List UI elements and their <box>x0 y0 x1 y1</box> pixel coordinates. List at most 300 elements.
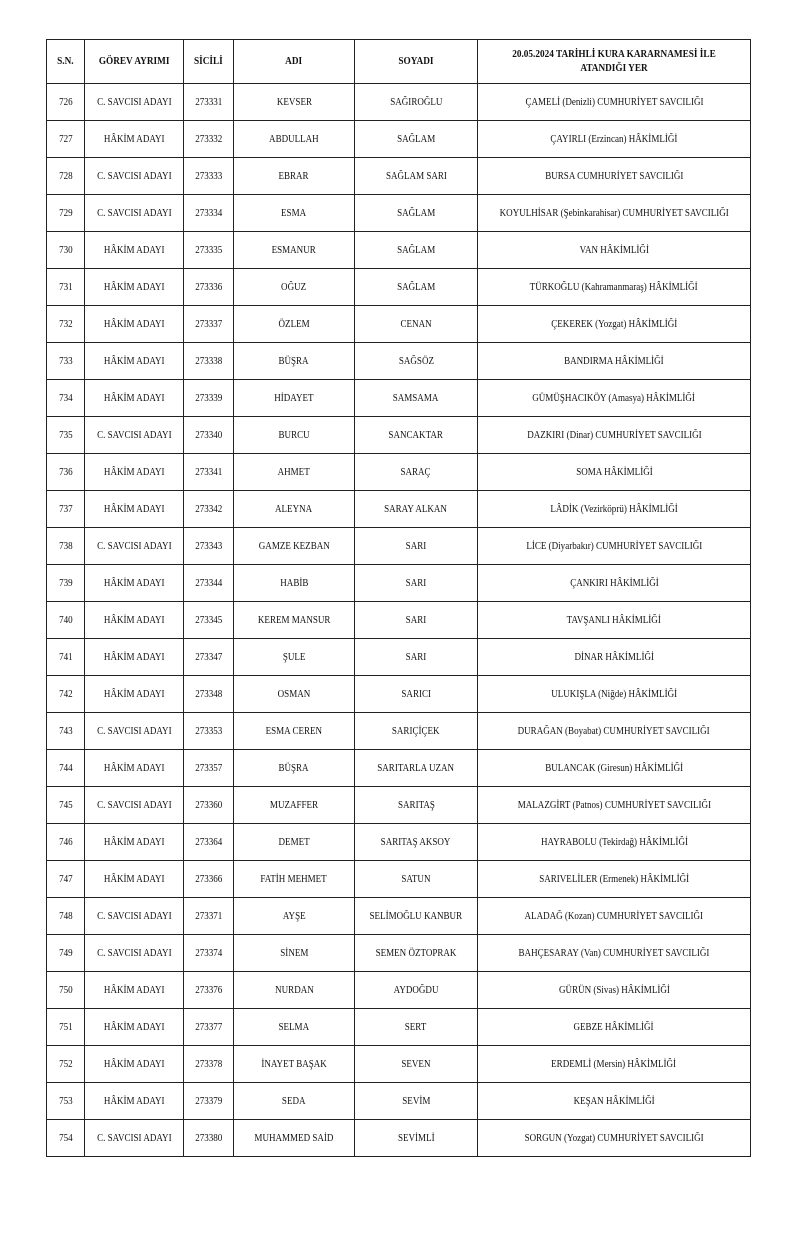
cell-text: 273366 <box>194 873 223 885</box>
cell-gorev <box>85 713 184 750</box>
cell-text: SAĞLAM <box>396 133 436 145</box>
cell-yer <box>478 1120 751 1157</box>
table-row <box>47 787 751 824</box>
cell-text: BULANCAK (Giresun) HÂKİMLİĞİ <box>545 762 683 774</box>
cell-sn <box>47 84 85 121</box>
cell-gorev <box>85 861 184 898</box>
cell-text: 730 <box>58 244 73 256</box>
cell-sicil <box>184 602 234 639</box>
cell-sn <box>47 750 85 787</box>
cell-text: 740 <box>58 614 73 626</box>
cell-text: C. SAVCISI ADAYI <box>96 207 172 219</box>
cell-sicil <box>184 565 234 602</box>
cell-sn <box>47 158 85 195</box>
cell-text: TAVŞANLI HÂKİMLİĞİ <box>566 614 662 626</box>
cell-sn <box>47 454 85 491</box>
cell-text: 273371 <box>194 910 223 922</box>
cell-text: 273357 <box>194 762 223 774</box>
table-row <box>47 84 751 121</box>
header-row <box>47 40 751 84</box>
cell-text: 752 <box>58 1058 73 1070</box>
cell-sn <box>47 898 85 935</box>
cell-sn <box>47 343 85 380</box>
cell-soyadi <box>355 676 478 713</box>
cell-text: 754 <box>58 1132 73 1144</box>
table-row <box>47 491 751 528</box>
cell-sicil <box>184 158 234 195</box>
cell-soyadi <box>355 380 478 417</box>
cell-yer <box>478 1009 751 1046</box>
cell-text: GEBZE HÂKİMLİĞİ <box>573 1021 655 1033</box>
cell-soyadi <box>355 417 478 454</box>
cell-text: 743 <box>58 725 73 737</box>
cell-text: 273342 <box>194 503 223 515</box>
cell-text: HÂKİM ADAYI <box>103 503 165 515</box>
cell-yer <box>478 565 751 602</box>
cell-text: GÜMÜŞHACIKÖY (Amasya) HÂKİMLİĞİ <box>532 392 696 404</box>
header-sicil: SİCİLİ <box>184 40 234 84</box>
table-row <box>47 528 751 565</box>
cell-soyadi <box>355 935 478 972</box>
cell-sicil <box>184 898 234 935</box>
cell-sicil <box>184 1120 234 1157</box>
cell-sicil <box>184 676 234 713</box>
cell-text: C. SAVCISI ADAYI <box>96 170 172 182</box>
cell-text: 273345 <box>194 614 223 626</box>
cell-text: 732 <box>58 318 73 330</box>
cell-adi <box>234 121 355 158</box>
table-row <box>47 713 751 750</box>
cell-sicil <box>184 935 234 972</box>
cell-sicil <box>184 1083 234 1120</box>
cell-text: DURAĞAN (Boyabat) CUMHURİYET SAVCILIĞI <box>517 725 711 737</box>
cell-text: MALAZGİRT (Patnos) CUMHURİYET SAVCILIĞI <box>517 799 711 811</box>
cell-text: 273332 <box>194 133 223 145</box>
cell-text: SARI <box>405 577 427 589</box>
cell-soyadi <box>355 121 478 158</box>
cell-gorev <box>85 824 184 861</box>
cell-adi <box>234 787 355 824</box>
cell-gorev <box>85 232 184 269</box>
cell-text: SARI <box>405 614 427 626</box>
cell-text: HÂKİM ADAYI <box>103 244 165 256</box>
cell-text: HÂKİM ADAYI <box>103 318 165 330</box>
cell-text: 742 <box>58 688 73 700</box>
cell-adi <box>234 935 355 972</box>
cell-sn <box>47 972 85 1009</box>
cell-sn <box>47 1083 85 1120</box>
cell-text: 747 <box>58 873 73 885</box>
table-row <box>47 1120 751 1157</box>
cell-yer <box>478 158 751 195</box>
cell-soyadi <box>355 602 478 639</box>
cell-adi <box>234 528 355 565</box>
cell-adi <box>234 824 355 861</box>
cell-text: 727 <box>58 133 73 145</box>
cell-text: CENAN <box>400 318 432 330</box>
table-row <box>47 454 751 491</box>
cell-text: SAĞIROĞLU <box>389 96 443 108</box>
cell-text: 748 <box>58 910 73 922</box>
cell-text: KEŞAN HÂKİMLİĞİ <box>573 1095 655 1107</box>
header-soyadi: SOYADI <box>355 40 478 84</box>
table-row <box>47 639 751 676</box>
cell-text: HÂKİM ADAYI <box>103 577 165 589</box>
cell-text: NURDAN <box>274 984 314 996</box>
cell-text: OSMAN <box>277 688 311 700</box>
cell-soyadi <box>355 639 478 676</box>
cell-text: HÂKİM ADAYI <box>103 688 165 700</box>
cell-text: ERDEMLİ (Mersin) HÂKİMLİĞİ <box>551 1058 677 1070</box>
cell-sn <box>47 528 85 565</box>
cell-text: 273339 <box>194 392 223 404</box>
table-row <box>47 750 751 787</box>
cell-yer <box>478 84 751 121</box>
cell-text: GAMZE KEZBAN <box>258 540 330 552</box>
cell-yer <box>478 232 751 269</box>
cell-text: ALEYNA <box>275 503 313 515</box>
cell-sn <box>47 306 85 343</box>
table-row <box>47 824 751 861</box>
table-row <box>47 306 751 343</box>
cell-text: LÂDİK (Vezirköprü) HÂKİMLİĞİ <box>550 503 678 515</box>
cell-soyadi <box>355 1120 478 1157</box>
appointment-table <box>46 39 751 1157</box>
cell-soyadi <box>355 528 478 565</box>
cell-gorev <box>85 343 184 380</box>
header-gorev: GÖREV AYRIMI <box>85 40 184 84</box>
cell-adi <box>234 454 355 491</box>
cell-soyadi <box>355 232 478 269</box>
table-row <box>47 565 751 602</box>
cell-gorev <box>85 972 184 1009</box>
cell-gorev <box>85 417 184 454</box>
cell-text: AYŞE <box>282 910 306 922</box>
cell-sicil <box>184 861 234 898</box>
cell-text: 729 <box>58 207 73 219</box>
cell-text: 750 <box>58 984 73 996</box>
cell-adi <box>234 713 355 750</box>
cell-gorev <box>85 898 184 935</box>
cell-sicil <box>184 343 234 380</box>
cell-text: BURCU <box>278 429 310 441</box>
cell-gorev <box>85 491 184 528</box>
cell-text: 733 <box>58 355 73 367</box>
cell-yer <box>478 121 751 158</box>
cell-text: SAĞLAM <box>396 281 436 293</box>
cell-adi <box>234 306 355 343</box>
cell-sn <box>47 417 85 454</box>
cell-text: 746 <box>58 836 73 848</box>
cell-text: 273364 <box>194 836 223 848</box>
cell-text: KOYULHİSAR (Şebinkarahisar) CUMHURİYET SAVCILIĞI <box>499 207 729 219</box>
cell-text: SAMSAMA <box>393 392 439 404</box>
cell-text: SARAY ALKAN <box>384 503 448 515</box>
cell-gorev <box>85 84 184 121</box>
cell-text: 273376 <box>194 984 223 996</box>
table-row <box>47 1083 751 1120</box>
cell-soyadi <box>355 898 478 935</box>
cell-text: 273334 <box>194 207 223 219</box>
cell-sicil <box>184 1046 234 1083</box>
cell-yer <box>478 676 751 713</box>
cell-soyadi <box>355 713 478 750</box>
cell-soyadi <box>355 824 478 861</box>
cell-text: ŞULE <box>282 651 306 663</box>
cell-text: 745 <box>58 799 73 811</box>
cell-soyadi <box>355 158 478 195</box>
table-row <box>47 1046 751 1083</box>
cell-yer <box>478 861 751 898</box>
cell-yer <box>478 602 751 639</box>
cell-text: SAĞSÖZ <box>398 355 434 367</box>
cell-gorev <box>85 528 184 565</box>
table-body <box>47 84 751 1157</box>
cell-gorev <box>85 454 184 491</box>
table-row <box>47 898 751 935</box>
cell-yer <box>478 343 751 380</box>
cell-text: SAĞLAM SARI <box>385 170 447 182</box>
cell-text: SARICI <box>401 688 431 700</box>
cell-adi <box>234 639 355 676</box>
cell-text: C. SAVCISI ADAYI <box>96 429 172 441</box>
cell-adi <box>234 417 355 454</box>
cell-adi <box>234 269 355 306</box>
cell-text: SORGUN (Yozgat) CUMHURİYET SAVCILIĞI <box>524 1132 704 1144</box>
cell-gorev <box>85 269 184 306</box>
cell-text: HABİB <box>279 577 309 589</box>
cell-text: HÂKİM ADAYI <box>103 281 165 293</box>
cell-sicil <box>184 639 234 676</box>
cell-text: SOMA HÂKİMLİĞİ <box>575 466 653 478</box>
cell-yer <box>478 935 751 972</box>
cell-text: KEVSER <box>276 96 312 108</box>
cell-adi <box>234 602 355 639</box>
cell-text: HÂKİM ADAYI <box>103 873 165 885</box>
cell-yer <box>478 713 751 750</box>
cell-text: HÂKİM ADAYI <box>103 392 165 404</box>
cell-text: 273380 <box>194 1132 223 1144</box>
cell-text: DEMET <box>278 836 310 848</box>
cell-sicil <box>184 787 234 824</box>
cell-text: 273337 <box>194 318 223 330</box>
cell-text: SARI <box>405 540 427 552</box>
cell-yer <box>478 1083 751 1120</box>
cell-text: SARITAŞ <box>397 799 435 811</box>
cell-soyadi <box>355 1083 478 1120</box>
table-row <box>47 602 751 639</box>
cell-text: 741 <box>58 651 73 663</box>
cell-text: LİCE (Diyarbakır) CUMHURİYET SAVCILIĞI <box>525 540 702 552</box>
cell-text: 273344 <box>194 577 223 589</box>
cell-text: FATİH MEHMET <box>260 873 328 885</box>
cell-adi <box>234 343 355 380</box>
cell-adi <box>234 1009 355 1046</box>
cell-sicil <box>184 269 234 306</box>
cell-sicil <box>184 528 234 565</box>
cell-text: 273331 <box>194 96 223 108</box>
cell-text: BÜŞRA <box>278 355 310 367</box>
table-row <box>47 195 751 232</box>
cell-text: SARITARLA UZAN <box>377 762 455 774</box>
cell-text: 273374 <box>194 947 223 959</box>
cell-text: SEMEN ÖZTOPRAK <box>375 947 457 959</box>
cell-text: HÂKİM ADAYI <box>103 762 165 774</box>
cell-sicil <box>184 824 234 861</box>
cell-sicil <box>184 750 234 787</box>
table-row <box>47 269 751 306</box>
cell-text: 273333 <box>194 170 223 182</box>
cell-text: SARAÇ <box>400 466 432 478</box>
cell-text: 273348 <box>194 688 223 700</box>
cell-text: C. SAVCISI ADAYI <box>96 947 172 959</box>
cell-yer <box>478 454 751 491</box>
cell-yer <box>478 306 751 343</box>
cell-sn <box>47 639 85 676</box>
table-row <box>47 1009 751 1046</box>
cell-text: ABDULLAH <box>269 133 319 145</box>
cell-adi <box>234 972 355 1009</box>
cell-adi <box>234 1046 355 1083</box>
cell-text: HÂKİM ADAYI <box>103 836 165 848</box>
cell-text: BAHÇESARAY (Van) CUMHURİYET SAVCILIĞI <box>518 947 710 959</box>
header-yer: 20.05.2024 TARİHLİ KURA KARARNAMESİ İLE ATANDIĞI YER <box>478 40 751 84</box>
header-sn: S.N. <box>47 40 85 84</box>
cell-text: 744 <box>58 762 73 774</box>
cell-gorev <box>85 158 184 195</box>
cell-text: SEDA <box>282 1095 306 1107</box>
cell-text: HAYRABOLU (Tekirdağ) HÂKİMLİĞİ <box>540 836 688 848</box>
header-adi: ADI <box>234 40 355 84</box>
cell-text: C. SAVCISI ADAYI <box>96 540 172 552</box>
cell-gorev <box>85 195 184 232</box>
cell-text: HÂKİM ADAYI <box>103 1095 165 1107</box>
cell-text: KEREM MANSUR <box>257 614 331 626</box>
cell-gorev <box>85 121 184 158</box>
cell-gorev <box>85 1046 184 1083</box>
cell-text: HÂKİM ADAYI <box>103 1058 165 1070</box>
cell-sicil <box>184 1009 234 1046</box>
cell-sn <box>47 824 85 861</box>
cell-text: 273353 <box>194 725 223 737</box>
cell-text: 749 <box>58 947 73 959</box>
cell-text: SARIVELİLER (Ermenek) HÂKİMLİĞİ <box>539 873 689 885</box>
cell-text: SEVİM <box>401 1095 431 1107</box>
cell-text: TÜRKOĞLU (Kahramanmaraş) HÂKİMLİĞİ <box>529 281 698 293</box>
cell-gorev <box>85 787 184 824</box>
cell-sn <box>47 602 85 639</box>
cell-sn <box>47 861 85 898</box>
table-row <box>47 417 751 454</box>
cell-text: 728 <box>58 170 73 182</box>
cell-text: 273343 <box>194 540 223 552</box>
cell-text: HÂKİM ADAYI <box>103 651 165 663</box>
cell-sn <box>47 935 85 972</box>
cell-yer <box>478 898 751 935</box>
cell-text: SELMA <box>278 1021 310 1033</box>
table-row <box>47 380 751 417</box>
cell-yer <box>478 787 751 824</box>
cell-yer <box>478 750 751 787</box>
cell-adi <box>234 158 355 195</box>
cell-text: ULUKIŞLA (Niğde) HÂKİMLİĞİ <box>551 688 677 700</box>
cell-text: OĞUZ <box>281 281 307 293</box>
cell-text: 273360 <box>194 799 223 811</box>
cell-sn <box>47 713 85 750</box>
cell-yer <box>478 972 751 1009</box>
cell-text: SATUN <box>401 873 431 885</box>
cell-text: 273336 <box>194 281 223 293</box>
cell-adi <box>234 676 355 713</box>
cell-text: C. SAVCISI ADAYI <box>96 910 172 922</box>
cell-sn <box>47 380 85 417</box>
cell-text: 273335 <box>194 244 223 256</box>
table-row <box>47 972 751 1009</box>
cell-sicil <box>184 121 234 158</box>
cell-gorev <box>85 1083 184 1120</box>
cell-gorev <box>85 639 184 676</box>
cell-sn <box>47 1046 85 1083</box>
cell-text: SEVİMLİ <box>397 1132 435 1144</box>
cell-text: MUZAFFER <box>269 799 319 811</box>
cell-yer <box>478 528 751 565</box>
cell-text: C. SAVCISI ADAYI <box>96 725 172 737</box>
cell-yer <box>478 380 751 417</box>
cell-text: ÇAMELİ (Denizli) CUMHURİYET SAVCILIĞI <box>524 96 703 108</box>
cell-sn <box>47 269 85 306</box>
cell-text: C. SAVCISI ADAYI <box>96 96 172 108</box>
cell-sn <box>47 195 85 232</box>
cell-text: ALADAĞ (Kozan) CUMHURİYET SAVCILIĞI <box>524 910 704 922</box>
cell-text: 273379 <box>194 1095 223 1107</box>
table-row <box>47 935 751 972</box>
cell-sn <box>47 1009 85 1046</box>
cell-adi <box>234 861 355 898</box>
cell-adi <box>234 750 355 787</box>
cell-text: 739 <box>58 577 73 589</box>
cell-text: 273377 <box>194 1021 223 1033</box>
cell-text: 731 <box>58 281 73 293</box>
cell-text: EBRAR <box>278 170 310 182</box>
table-row <box>47 121 751 158</box>
cell-gorev <box>85 1120 184 1157</box>
cell-gorev <box>85 565 184 602</box>
table-row <box>47 861 751 898</box>
cell-soyadi <box>355 1046 478 1083</box>
cell-text: 273341 <box>194 466 223 478</box>
cell-soyadi <box>355 750 478 787</box>
cell-text: 737 <box>58 503 73 515</box>
cell-text: SEVEN <box>401 1058 431 1070</box>
cell-text: 734 <box>58 392 73 404</box>
cell-sicil <box>184 454 234 491</box>
cell-text: SERT <box>405 1021 427 1033</box>
cell-text: SARITAŞ AKSOY <box>381 836 451 848</box>
cell-sicil <box>184 380 234 417</box>
cell-text: HÂKİM ADAYI <box>103 355 165 367</box>
cell-yer <box>478 1046 751 1083</box>
cell-sicil <box>184 195 234 232</box>
cell-gorev <box>85 602 184 639</box>
cell-text: SARIÇİÇEK <box>392 725 440 737</box>
cell-sicil <box>184 713 234 750</box>
cell-gorev <box>85 1009 184 1046</box>
cell-text: VAN HÂKİMLİĞİ <box>579 244 649 256</box>
cell-text: ÇAYIRLI (Erzincan) HÂKİMLİĞİ <box>550 133 678 145</box>
cell-adi <box>234 565 355 602</box>
cell-text: SANCAKTAR <box>388 429 444 441</box>
cell-text: 751 <box>58 1021 73 1033</box>
